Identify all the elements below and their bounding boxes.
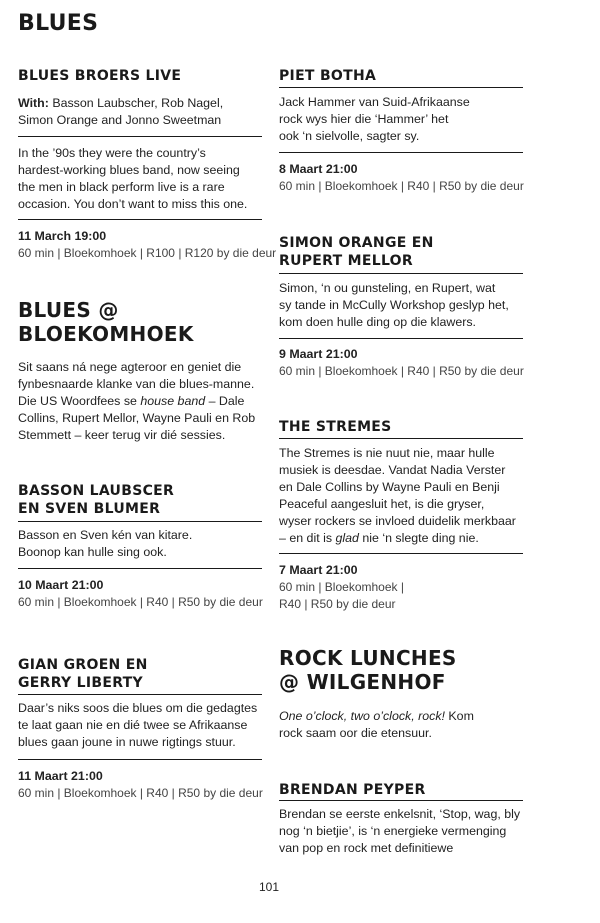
basson-info: 60 min | Bloekomhoek | R40 | R50 by die deur	[18, 595, 263, 609]
divider	[18, 136, 262, 137]
heading-line: @ WILGENHOF	[279, 670, 446, 694]
desc-line: te laat gaan nie en dié twee se Afrikaanse	[18, 718, 248, 732]
divider	[18, 759, 262, 760]
desc-line: the men in black perform live is a rare	[18, 180, 225, 194]
desc-line: van pop en rock met definitiewe	[279, 841, 454, 855]
desc-line: In the ’90s they were the country’s	[18, 146, 206, 160]
desc-line: sy tande in McCully Workshop geslyp het,	[279, 298, 509, 312]
basson-date: 10 Maart 21:00	[18, 578, 104, 592]
desc-line: Die US Woordfees se house band – Dale	[18, 394, 245, 408]
desc-line: rock wys hier die ‘Hammer’ het	[279, 112, 449, 126]
desc-line: Stemmett – keer terug vir dié sessies.	[18, 428, 226, 442]
desc-line: Daar’s niks soos die blues om die gedagtes	[18, 701, 258, 715]
divider	[18, 694, 262, 695]
heading-line: RUPERT MELLOR	[279, 253, 413, 269]
desc-line: blues gaan joune in nuwe rigtings stuur.	[18, 735, 236, 749]
heading-line: BLUES @	[18, 298, 119, 322]
desc-line: Simon, ‘n ou gunsteling, en Rupert, wat	[279, 281, 496, 295]
basson-heading	[18, 482, 174, 518]
gian-info: 60 min | Bloekomhoek | R40 | R50 by die deur	[18, 786, 263, 800]
with-line-2: Simon Orange and Jonno Sweetman	[18, 113, 222, 127]
stremes-heading: THE STREMES	[279, 419, 392, 435]
blues-broers-date: 11 March 19:00	[18, 229, 107, 243]
desc-line: nog ‘n bietjie’, is ‘n energieke vermenging	[279, 824, 507, 838]
piet-date: 8 Maart 21:00	[279, 162, 358, 176]
divider	[18, 219, 262, 220]
divider	[279, 87, 523, 88]
with-label: With:	[18, 96, 49, 110]
basson-description	[18, 527, 268, 561]
piet-heading: PIET BOTHA	[279, 68, 377, 84]
desc-line: One o’clock, two o’clock, rock! Kom	[279, 709, 474, 723]
desc-line: wyser rockers se invloed duidelik merkbaar	[279, 514, 516, 528]
stremes-description	[279, 445, 534, 547]
stremes-date: 7 Maart 21:00	[279, 563, 358, 577]
gian-date: 11 Maart 21:00	[18, 769, 103, 783]
info-line: R40 | R50 by die deur	[279, 597, 396, 611]
simon-info: 60 min | Bloekomhoek | R40 | R50 by die deur	[279, 364, 524, 378]
blues-bloekomhoek-heading	[18, 298, 194, 346]
page-number: 101	[259, 880, 280, 894]
desc-line: Jack Hammer van Suid-Afrikaanse	[279, 95, 470, 109]
blues-broers-info: 60 min | Bloekomhoek | R100 | R120 by die deur	[18, 246, 277, 260]
with-line-1: Basson Laubscher, Rob Nagel,	[52, 96, 224, 110]
rock-lunches-description	[279, 708, 529, 742]
desc-line: Sit saans ná nege agteroor en geniet die	[18, 360, 242, 374]
desc-line: en Dale Collins by Wayne Pauli en Benji	[279, 480, 500, 494]
desc-line: occasion. You don’t want to miss this one.	[18, 197, 248, 211]
blues-bloekomhoek-description	[18, 359, 278, 444]
brendan-description	[279, 806, 539, 857]
simon-date: 9 Maart 21:00	[279, 347, 358, 361]
piet-description	[279, 94, 524, 145]
desc-line: fynbesnaarde klanke van die blues-manne.	[18, 377, 255, 391]
gian-heading	[18, 656, 148, 692]
desc-line: rock saam oor die etensuur.	[279, 726, 432, 740]
simon-description	[279, 280, 529, 331]
brendan-heading: BRENDAN PEYPER	[279, 782, 426, 798]
heading-line: GERRY LIBERTY	[18, 675, 143, 691]
desc-line: Peaceful aangesluit het, is die gryser,	[279, 497, 485, 511]
desc-line: The Stremes is nie nuut nie, maar hulle	[279, 446, 495, 460]
page-title: BLUES	[18, 11, 99, 36]
divider	[18, 521, 262, 522]
piet-info: 60 min | Bloekomhoek | R40 | R50 by die deur	[279, 179, 524, 193]
divider	[279, 800, 523, 801]
divider	[279, 338, 523, 339]
desc-line: Boonop kan hulle sing ook.	[18, 545, 167, 559]
desc-line: ook ‘n sielvolle, sagter sy.	[279, 129, 420, 143]
simon-heading	[279, 234, 434, 270]
stremes-info	[279, 579, 404, 613]
heading-line: SIMON ORANGE EN	[279, 235, 434, 251]
heading-line: ROCK LUNCHES	[279, 646, 457, 670]
divider	[279, 273, 523, 274]
desc-line: musiek is deesdae. Vandat Nadia Verster	[279, 463, 506, 477]
desc-line: kom doen hulle ding op die klawers.	[279, 315, 476, 329]
desc-line: Collins, Rupert Mellor, Wayne Pauli en Rob	[18, 411, 256, 425]
desc-line: – en dit is glad nie ‘n slegte ding nie.	[279, 531, 479, 545]
info-line: 60 min | Bloekomhoek |	[279, 580, 404, 594]
divider	[18, 568, 262, 569]
divider	[279, 438, 523, 439]
desc-line: hardest-working blues band, now seeing	[18, 163, 240, 177]
gian-description	[18, 700, 273, 751]
heading-line: EN SVEN BLUMER	[18, 501, 161, 517]
blues-broers-description	[18, 145, 268, 213]
divider	[279, 152, 523, 153]
heading-line: BLOEKOMHOEK	[18, 322, 194, 346]
desc-line: Brendan se eerste enkelsnit, ‘Stop, wag, bly	[279, 807, 521, 821]
blues-broers-heading: BLUES BROERS LIVE	[18, 68, 182, 84]
blues-broers-with	[18, 95, 263, 129]
desc-line: Basson en Sven kén van kitare.	[18, 528, 193, 542]
divider	[279, 553, 523, 554]
heading-line: BASSON LAUBSCER	[18, 483, 175, 499]
heading-line: GIAN GROEN EN	[18, 657, 148, 673]
rock-lunches-heading	[279, 646, 457, 694]
